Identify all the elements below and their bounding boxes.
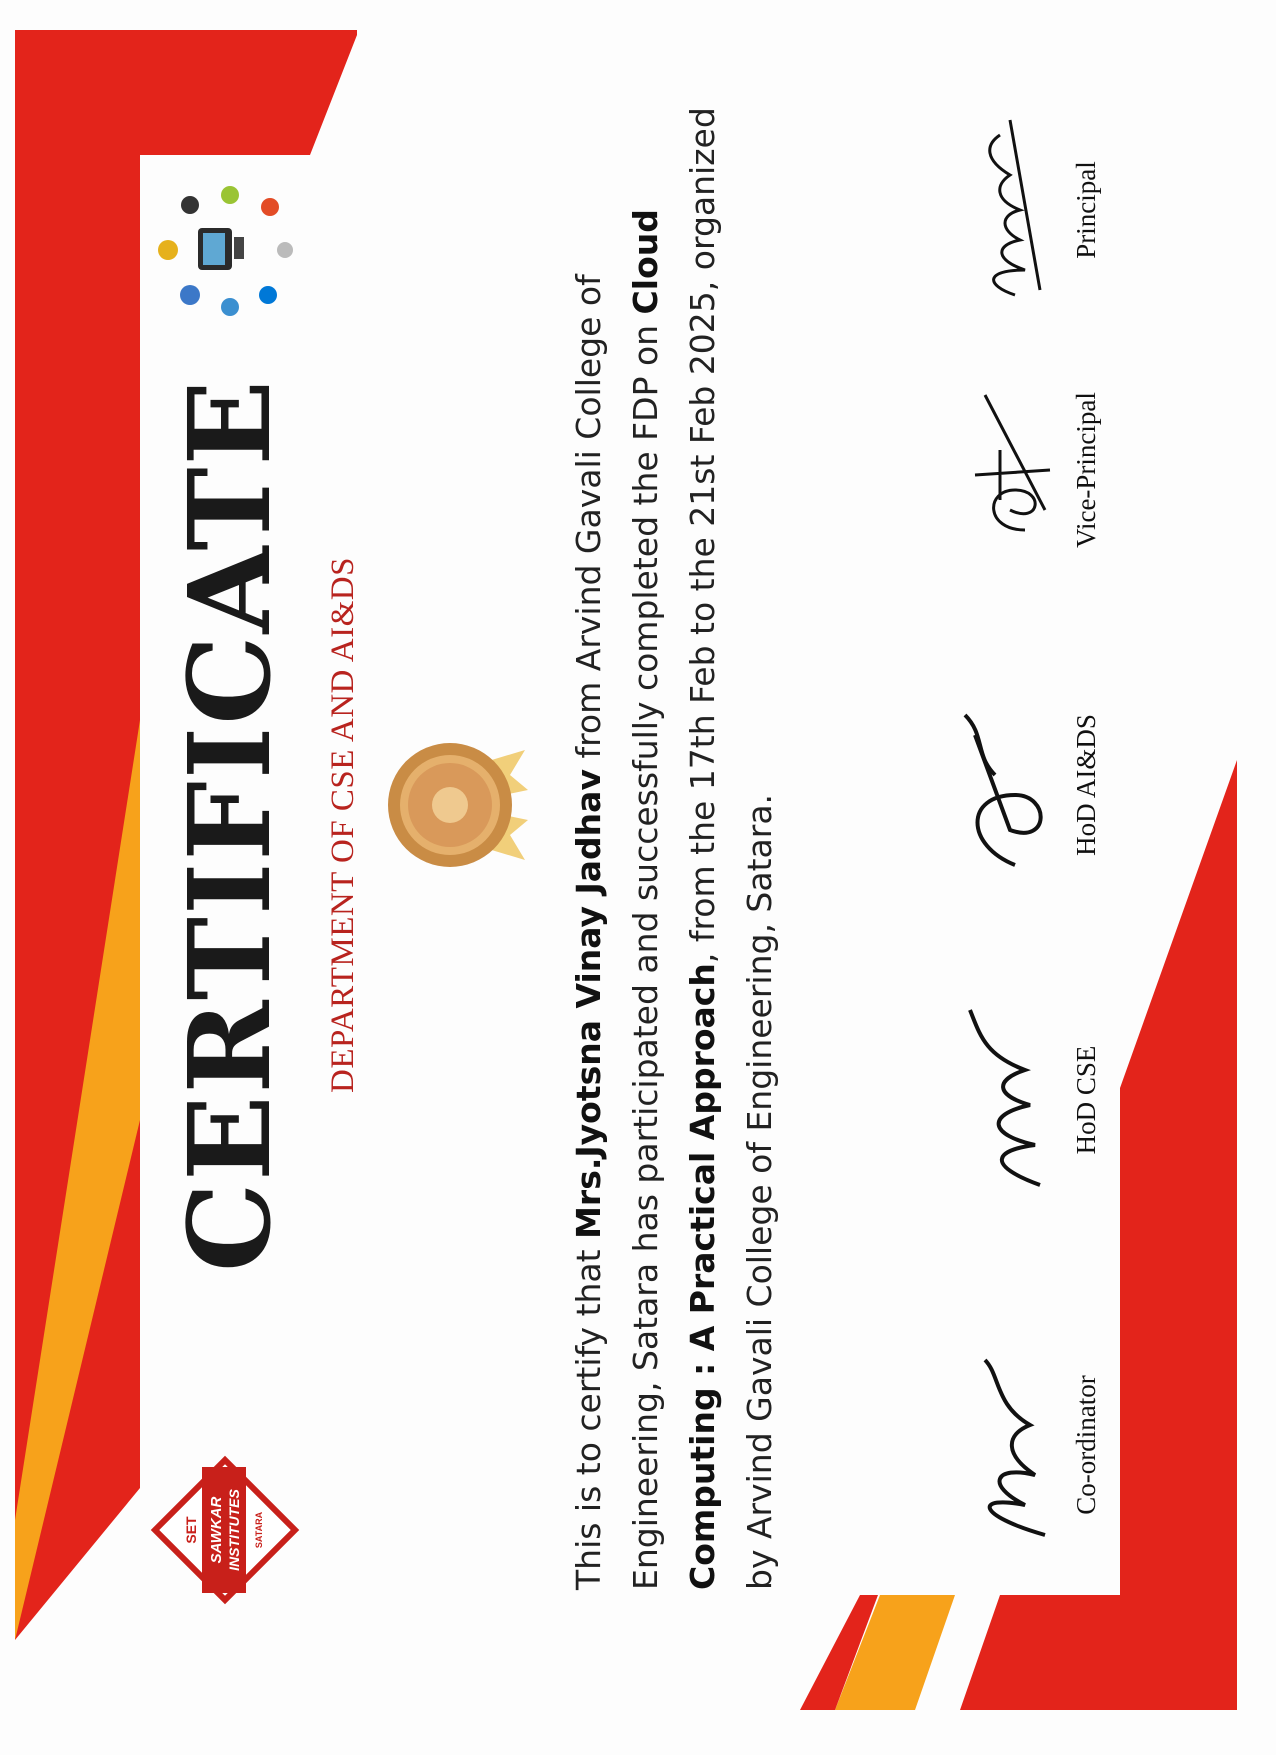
- sawkar-institutes-logo: [150, 1455, 305, 1605]
- body-part3: , from the 17th Feb to the 21st Feb 2025, organized by Arvind Gavali College of Engineering, Satara.: [683, 107, 779, 1590]
- google-icon: [261, 198, 279, 216]
- signature-vice-principal: [955, 320, 1102, 620]
- signatory-label: Principal: [1071, 161, 1101, 259]
- signature-hod-aids-mark: [955, 685, 1065, 885]
- docker-icon: [221, 298, 239, 316]
- signature-hod-aids: [955, 635, 1102, 935]
- technology-icons-cluster: [150, 175, 305, 325]
- participant-name: Mrs.Jyotsna Vinay Jadhav: [569, 769, 608, 1239]
- python-icon: [180, 285, 200, 305]
- body-part2: from Arvind Gavali College of Engineering, Satara has participated and successfully completed the FDP on: [569, 274, 665, 1590]
- program-title: Cloud Computing : A Practical Approach: [626, 209, 722, 1590]
- department-name: DEPARTMENT OF CSE AND AI&DS: [325, 557, 361, 1093]
- body-intro: This is to certify that: [569, 1238, 608, 1590]
- certificate-body: [560, 90, 788, 1590]
- svg-text:SAWKAR: SAWKAR: [208, 1496, 225, 1564]
- signatory-label: HoD AI&DS: [1071, 714, 1101, 856]
- signature-vice-principal-mark: [955, 370, 1065, 570]
- certificate-title: CERTIFICATE: [165, 378, 296, 1272]
- logo-sub: SATARA: [254, 1511, 264, 1549]
- svg-text:INSTITUTES: INSTITUTES: [226, 1489, 242, 1571]
- chrome-icon: [158, 240, 178, 260]
- signature-principal-mark: [955, 110, 1065, 310]
- logo-tag: SET: [183, 1516, 199, 1544]
- signatory-label: Vice-Principal: [1071, 392, 1101, 548]
- android-icon: [221, 186, 239, 204]
- signature-hod-cse-mark: [955, 1000, 1065, 1200]
- linux-icon: [181, 196, 199, 214]
- signatory-label: Co-ordinator: [1071, 1375, 1101, 1515]
- apple-icon: [277, 242, 293, 258]
- signature-coordinator: [955, 1295, 1102, 1595]
- windows-icon: [259, 286, 277, 304]
- signatory-label: HoD CSE: [1071, 1045, 1101, 1155]
- signature-coordinator-mark: [955, 1345, 1065, 1545]
- signature-principal: [955, 60, 1102, 360]
- gold-medal-seal: [380, 725, 535, 885]
- signature-hod-cse: [955, 950, 1102, 1250]
